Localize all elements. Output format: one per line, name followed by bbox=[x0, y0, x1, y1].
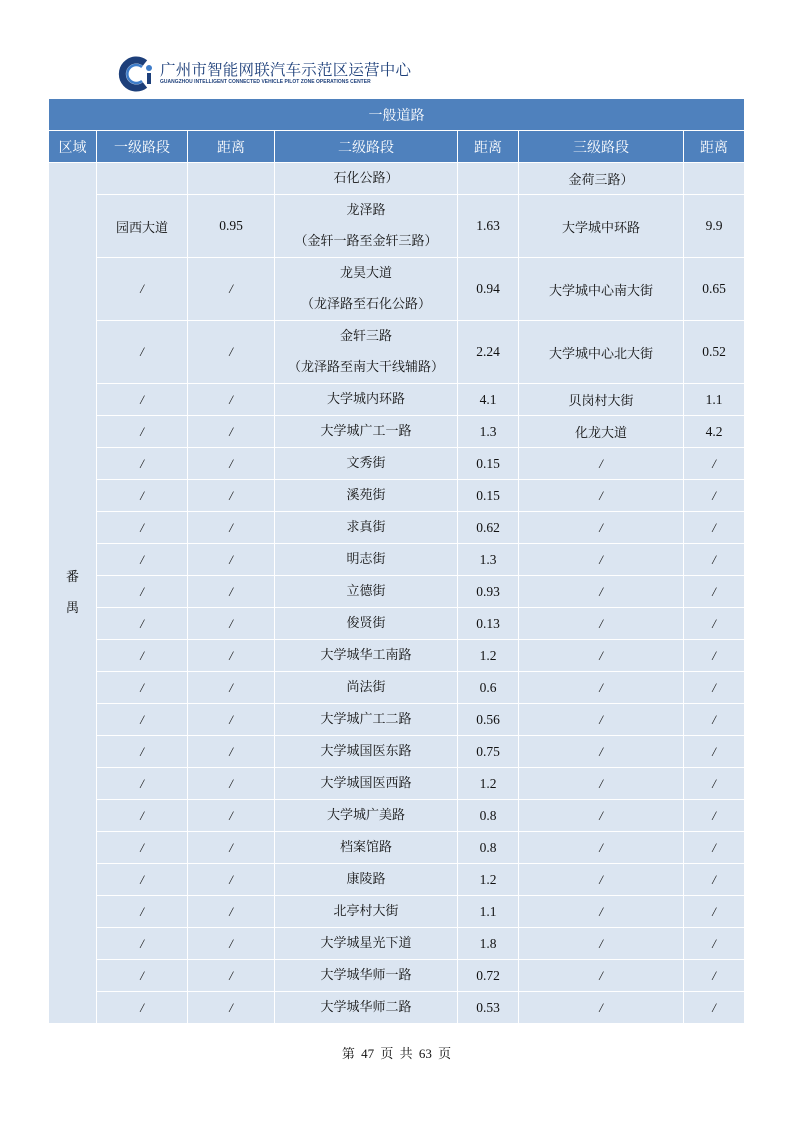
level3-cell: 大学城中心南大街 bbox=[519, 258, 684, 321]
distance1-cell: / bbox=[188, 480, 275, 512]
level3-cell: / bbox=[519, 928, 684, 960]
org-name-cn: 广州市智能网联汽车示范区运营中心 bbox=[160, 61, 412, 79]
level1-cell: / bbox=[97, 704, 188, 736]
table-row bbox=[49, 832, 745, 864]
level2-cell: 档案馆路 bbox=[275, 832, 458, 864]
col-header-level2: 二级路段 bbox=[275, 131, 458, 163]
table-row bbox=[49, 384, 745, 416]
level3-cell: / bbox=[519, 736, 684, 768]
level2-cell: 金轩三路 （龙泽路至南大干线辅路） bbox=[275, 321, 458, 384]
level2-cell: 立德街 bbox=[275, 576, 458, 608]
table-row bbox=[49, 704, 745, 736]
general-roads-table bbox=[48, 98, 745, 1024]
level2-cell: 大学城广工一路 bbox=[275, 416, 458, 448]
col-header-level3: 三级路段 bbox=[519, 131, 684, 163]
level3-cell: / bbox=[519, 800, 684, 832]
level3-cell: 贝岗村大街 bbox=[519, 384, 684, 416]
distance1-cell: / bbox=[188, 448, 275, 480]
table-row bbox=[49, 608, 745, 640]
level1-cell: / bbox=[97, 258, 188, 321]
distance2-cell: 0.56 bbox=[458, 704, 519, 736]
level1-cell: / bbox=[97, 896, 188, 928]
brand bbox=[160, 62, 411, 86]
distance1-cell: / bbox=[188, 672, 275, 704]
distance2-cell: 4.1 bbox=[458, 384, 519, 416]
distance2-cell: 0.53 bbox=[458, 992, 519, 1024]
distance1-cell: / bbox=[188, 321, 275, 384]
distance2-cell: 0.13 bbox=[458, 608, 519, 640]
level1-cell: / bbox=[97, 800, 188, 832]
distance2-cell: 1.63 bbox=[458, 195, 519, 258]
level3-cell: / bbox=[519, 480, 684, 512]
column-header-row bbox=[49, 131, 745, 163]
table-row bbox=[49, 195, 745, 258]
level1-cell: / bbox=[97, 864, 188, 896]
level2-cell: 俊贤街 bbox=[275, 608, 458, 640]
distance1-cell: / bbox=[188, 832, 275, 864]
level3-cell: / bbox=[519, 512, 684, 544]
level2-cell: 求真街 bbox=[275, 512, 458, 544]
level1-cell: / bbox=[97, 672, 188, 704]
level3-cell: / bbox=[519, 608, 684, 640]
level2-cell: 大学城内环路 bbox=[275, 384, 458, 416]
level2-cell: 龙泽路 （金轩一路至金轩三路） bbox=[275, 195, 458, 258]
table-row bbox=[49, 416, 745, 448]
table-row bbox=[49, 258, 745, 321]
level2-cell: 大学城广工二路 bbox=[275, 704, 458, 736]
level2-cell: 大学城星光下道 bbox=[275, 928, 458, 960]
level1-cell: / bbox=[97, 992, 188, 1024]
level3-cell: / bbox=[519, 768, 684, 800]
distance2-cell bbox=[458, 163, 519, 195]
table-row bbox=[49, 960, 745, 992]
distance1-cell: / bbox=[188, 768, 275, 800]
table-row bbox=[49, 992, 745, 1024]
distance2-cell: 1.2 bbox=[458, 768, 519, 800]
distance3-cell bbox=[684, 163, 745, 195]
level2-cell: 大学城华工南路 bbox=[275, 640, 458, 672]
level3-cell: / bbox=[519, 704, 684, 736]
table-title: 一般道路 bbox=[49, 99, 745, 131]
distance3-cell: / bbox=[684, 736, 745, 768]
level1-cell: 园西大道 bbox=[97, 195, 188, 258]
distance3-cell: 1.1 bbox=[684, 384, 745, 416]
level2-cell: 大学城国医西路 bbox=[275, 768, 458, 800]
level3-cell: 金荷三路） bbox=[519, 163, 684, 195]
distance2-cell: 1.2 bbox=[458, 640, 519, 672]
region-cell: 番 禺 bbox=[49, 163, 97, 1024]
level3-cell: / bbox=[519, 448, 684, 480]
distance3-cell: / bbox=[684, 448, 745, 480]
distance2-cell: 1.3 bbox=[458, 544, 519, 576]
level3-cell: / bbox=[519, 544, 684, 576]
distance2-cell: 1.1 bbox=[458, 896, 519, 928]
table-row bbox=[49, 544, 745, 576]
distance2-cell: 1.2 bbox=[458, 864, 519, 896]
level1-cell: / bbox=[97, 608, 188, 640]
col-header-level1: 一级路段 bbox=[97, 131, 188, 163]
level2-cell: 康陵路 bbox=[275, 864, 458, 896]
distance2-cell: 0.15 bbox=[458, 480, 519, 512]
level3-cell: / bbox=[519, 896, 684, 928]
distance1-cell: / bbox=[188, 512, 275, 544]
distance3-cell: / bbox=[684, 704, 745, 736]
level2-cell: 石化公路） bbox=[275, 163, 458, 195]
distance3-cell: / bbox=[684, 512, 745, 544]
level2-cell: 北亭村大街 bbox=[275, 896, 458, 928]
level1-cell: / bbox=[97, 960, 188, 992]
distance1-cell: / bbox=[188, 736, 275, 768]
level2-cell: 溪苑街 bbox=[275, 480, 458, 512]
distance2-cell: 0.8 bbox=[458, 832, 519, 864]
table-row bbox=[49, 928, 745, 960]
distance3-cell: / bbox=[684, 800, 745, 832]
level1-cell: / bbox=[97, 321, 188, 384]
distance2-cell: 1.3 bbox=[458, 416, 519, 448]
level3-cell: / bbox=[519, 992, 684, 1024]
level2-cell: 大学城国医东路 bbox=[275, 736, 458, 768]
level1-cell: / bbox=[97, 384, 188, 416]
level1-cell: / bbox=[97, 768, 188, 800]
distance2-cell: 1.8 bbox=[458, 928, 519, 960]
table-row bbox=[49, 640, 745, 672]
distance3-cell: 0.52 bbox=[684, 321, 745, 384]
distance2-cell: 0.75 bbox=[458, 736, 519, 768]
level2-cell: 明志街 bbox=[275, 544, 458, 576]
table-row bbox=[49, 736, 745, 768]
distance1-cell: / bbox=[188, 960, 275, 992]
distance2-cell: 0.93 bbox=[458, 576, 519, 608]
level3-cell: 化龙大道 bbox=[519, 416, 684, 448]
org-name-en: GUANGZHOU INTELLIGENT CONNECTED VEHICLE PILOT ZONE OPERATIONS CENTER bbox=[160, 79, 371, 85]
page-header bbox=[118, 56, 411, 92]
table-row bbox=[49, 896, 745, 928]
level2-cell: 龙昊大道 （龙泽路至石化公路） bbox=[275, 258, 458, 321]
distance1-cell: / bbox=[188, 640, 275, 672]
distance2-cell: 0.6 bbox=[458, 672, 519, 704]
level1-cell: / bbox=[97, 448, 188, 480]
distance3-cell: / bbox=[684, 576, 745, 608]
distance1-cell: / bbox=[188, 608, 275, 640]
level3-cell: 大学城中心北大街 bbox=[519, 321, 684, 384]
level3-cell: / bbox=[519, 640, 684, 672]
distance3-cell: / bbox=[684, 640, 745, 672]
table-row bbox=[49, 163, 745, 195]
distance1-cell: / bbox=[188, 800, 275, 832]
level1-cell: / bbox=[97, 576, 188, 608]
distance1-cell: 0.95 bbox=[188, 195, 275, 258]
level3-cell: / bbox=[519, 672, 684, 704]
distance3-cell: / bbox=[684, 480, 745, 512]
level2-cell: 大学城华师一路 bbox=[275, 960, 458, 992]
level1-cell: / bbox=[97, 640, 188, 672]
level1-cell: / bbox=[97, 928, 188, 960]
distance1-cell bbox=[188, 163, 275, 195]
level3-cell: / bbox=[519, 576, 684, 608]
level1-cell: / bbox=[97, 832, 188, 864]
level2-cell: 大学城华师二路 bbox=[275, 992, 458, 1024]
col-header-distance3: 距离 bbox=[684, 131, 745, 163]
distance1-cell: / bbox=[188, 384, 275, 416]
distance3-cell: / bbox=[684, 928, 745, 960]
distance2-cell: 0.72 bbox=[458, 960, 519, 992]
level2-cell: 文秀街 bbox=[275, 448, 458, 480]
distance3-cell: 4.2 bbox=[684, 416, 745, 448]
col-header-distance2: 距离 bbox=[458, 131, 519, 163]
col-header-distance1: 距离 bbox=[188, 131, 275, 163]
level1-cell: / bbox=[97, 544, 188, 576]
level3-cell: / bbox=[519, 864, 684, 896]
table-row bbox=[49, 448, 745, 480]
level3-cell: / bbox=[519, 960, 684, 992]
distance1-cell: / bbox=[188, 992, 275, 1024]
distance3-cell: / bbox=[684, 768, 745, 800]
table-row bbox=[49, 512, 745, 544]
level1-cell: / bbox=[97, 736, 188, 768]
distance3-cell: / bbox=[684, 608, 745, 640]
level1-cell bbox=[97, 163, 188, 195]
distance3-cell: 9.9 bbox=[684, 195, 745, 258]
distance3-cell: / bbox=[684, 896, 745, 928]
distance1-cell: / bbox=[188, 416, 275, 448]
distance3-cell: / bbox=[684, 960, 745, 992]
level1-cell: / bbox=[97, 480, 188, 512]
table-row bbox=[49, 576, 745, 608]
table-row bbox=[49, 864, 745, 896]
distance3-cell: / bbox=[684, 992, 745, 1024]
distance2-cell: 0.8 bbox=[458, 800, 519, 832]
table-row bbox=[49, 768, 745, 800]
distance1-cell: / bbox=[188, 928, 275, 960]
distance1-cell: / bbox=[188, 258, 275, 321]
distance2-cell: 2.24 bbox=[458, 321, 519, 384]
col-header-region: 区域 bbox=[49, 131, 97, 163]
distance3-cell: / bbox=[684, 832, 745, 864]
distance3-cell: / bbox=[684, 672, 745, 704]
level1-cell: / bbox=[97, 512, 188, 544]
level3-cell: / bbox=[519, 832, 684, 864]
distance1-cell: / bbox=[188, 544, 275, 576]
distance2-cell: 0.62 bbox=[458, 512, 519, 544]
page-number: 第 47 页 共 63 页 bbox=[341, 1046, 452, 1061]
distance1-cell: / bbox=[188, 896, 275, 928]
level1-cell: / bbox=[97, 416, 188, 448]
distance1-cell: / bbox=[188, 704, 275, 736]
table-row bbox=[49, 800, 745, 832]
distance2-cell: 0.15 bbox=[458, 448, 519, 480]
distance1-cell: / bbox=[188, 576, 275, 608]
table-row bbox=[49, 480, 745, 512]
distance1-cell: / bbox=[188, 864, 275, 896]
table-row bbox=[49, 321, 745, 384]
distance2-cell: 0.94 bbox=[458, 258, 519, 321]
distance3-cell: / bbox=[684, 544, 745, 576]
table-row bbox=[49, 672, 745, 704]
level3-cell: 大学城中环路 bbox=[519, 195, 684, 258]
ci-logo-icon bbox=[118, 56, 156, 92]
distance3-cell: / bbox=[684, 864, 745, 896]
level2-cell: 尚法街 bbox=[275, 672, 458, 704]
distance3-cell: 0.65 bbox=[684, 258, 745, 321]
level2-cell: 大学城广美路 bbox=[275, 800, 458, 832]
